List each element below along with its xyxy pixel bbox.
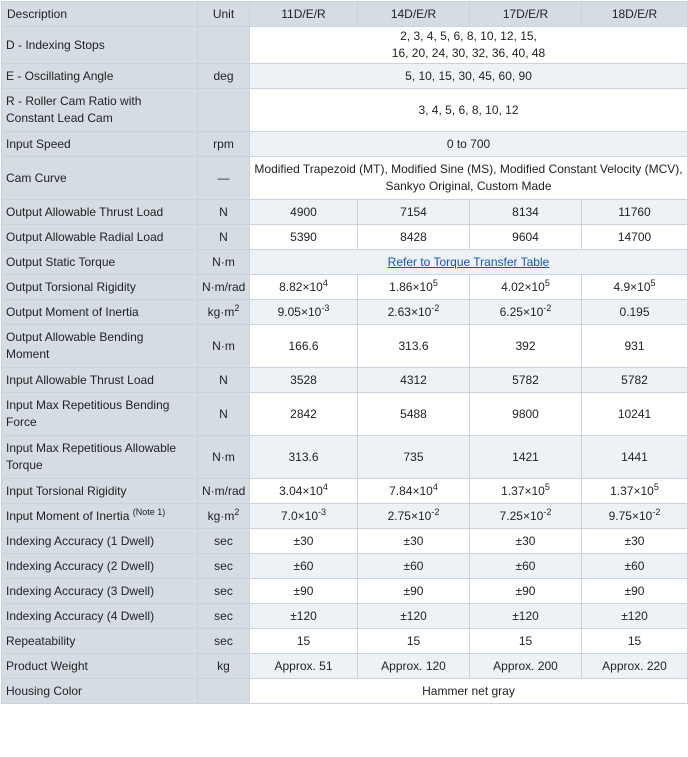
row-label: Output Moment of Inertia (2, 300, 198, 325)
value-cell: 931 (582, 325, 688, 368)
value-cell: 15 (470, 629, 582, 654)
value-cell: 166.6 (250, 325, 358, 368)
header-description: Description (2, 2, 198, 27)
row-value (250, 250, 688, 275)
table-row-output-thrust (2, 200, 688, 225)
label-line-2: Torque (6, 458, 43, 472)
value-cell: ±90 (582, 579, 688, 604)
table-row-input-thrust (2, 368, 688, 393)
value-cell: 15 (582, 629, 688, 654)
value-cell: 9800 (470, 393, 582, 436)
value-cell: 1421 (470, 436, 582, 479)
row-label: Output Static Torque (2, 250, 198, 275)
table-row-housing-color (2, 679, 688, 704)
row-value: 0 to 700 (250, 132, 688, 157)
value-cell: 14700 (582, 225, 688, 250)
row-label: Input Moment of Inertia $^{(Note 1)}$ (2, 504, 198, 529)
table-row-input-rep-bending (2, 393, 688, 436)
row-unit: N (198, 225, 250, 250)
row-unit: sec (198, 604, 250, 629)
row-label (2, 89, 198, 132)
row-unit: N (198, 368, 250, 393)
value-cell: 5488 (358, 393, 470, 436)
value-cell: 5782 (582, 368, 688, 393)
row-value (250, 27, 688, 64)
value-cell: 2842 (250, 393, 358, 436)
row-unit: N·m (198, 250, 250, 275)
row-unit (198, 89, 250, 132)
value-cell: $4.02\times 10^5$ (470, 275, 582, 300)
value-cell: 11760 (582, 200, 688, 225)
row-label: Indexing Accuracy (4 Dwell) (2, 604, 198, 629)
value-line-2: Sankyo Original, Custom Made (385, 179, 552, 193)
row-value: Hammer net gray (250, 679, 688, 704)
value-cell: 5390 (250, 225, 358, 250)
row-unit: N·m (198, 436, 250, 479)
row-value: 3, 4, 5, 6, 8, 10, 12 (250, 89, 688, 132)
value-cell: 4312 (358, 368, 470, 393)
value-cell: ±60 (250, 554, 358, 579)
value-cell: $1.37\times 10^5$ (470, 479, 582, 504)
label-line-1: Input Max Repetitious Allowable (6, 441, 177, 455)
table-row-oscillating-angle (2, 64, 688, 89)
value-cell: $9.05\times 10^{-3}$ (250, 300, 358, 325)
row-label: Indexing Accuracy (2 Dwell) (2, 554, 198, 579)
value-cell: 9604 (470, 225, 582, 250)
row-label (2, 436, 198, 479)
value-cell: Approx. 120 (358, 654, 470, 679)
table-row-weight (2, 654, 688, 679)
label-line-2: Constant Lead Cam (6, 111, 113, 125)
row-unit: N (198, 393, 250, 436)
value-cell: $3.04\times 10^4$ (250, 479, 358, 504)
row-unit: N·m (198, 325, 250, 368)
row-unit: rpm (198, 132, 250, 157)
label-line-1: Output Allowable Bending (6, 330, 144, 344)
label-line-1: Input Max Repetitious Bending (6, 398, 170, 412)
row-label: Indexing Accuracy (1 Dwell) (2, 529, 198, 554)
row-label: Product Weight (2, 654, 198, 679)
header-model-14: 14D/E/R (358, 2, 470, 27)
row-unit: $kg\cdot m^2$ (198, 504, 250, 529)
row-label: E - Oscillating Angle (2, 64, 198, 89)
row-value: 5, 10, 15, 30, 45, 60, 90 (250, 64, 688, 89)
table-row-output-radial (2, 225, 688, 250)
value-cell: 313.6 (358, 325, 470, 368)
value-cell: ±30 (358, 529, 470, 554)
row-label: Input Speed (2, 132, 198, 157)
value-cell: ±30 (250, 529, 358, 554)
row-unit (198, 679, 250, 704)
row-label: Output Allowable Thrust Load (2, 200, 198, 225)
header-model-11: 11D/E/R (250, 2, 358, 27)
value-cell: ±90 (470, 579, 582, 604)
value-cell: 8428 (358, 225, 470, 250)
table-row-indexing-stops (2, 27, 688, 64)
value-cell: 313.6 (250, 436, 358, 479)
table-row-accuracy-4 (2, 604, 688, 629)
value-cell: $1.37\times 10^5$ (582, 479, 688, 504)
table-row-output-inertia (2, 300, 688, 325)
row-label: Output Allowable Radial Load (2, 225, 198, 250)
value-cell: $7.25\times 10^{-2}$ (470, 504, 582, 529)
note-1: (Note 1) (132, 506, 166, 517)
torque-transfer-table-link[interactable]: Refer to Torque Transfer Table (387, 254, 550, 269)
row-unit: sec (198, 579, 250, 604)
value-cell: Approx. 200 (470, 654, 582, 679)
table-row-output-static-torque (2, 250, 688, 275)
value-cell: $7.84\times 10^4$ (358, 479, 470, 504)
value-cell: 0.195 (582, 300, 688, 325)
row-label: Input Allowable Thrust Load (2, 368, 198, 393)
value-cell: $2.75\times 10^{-2}$ (358, 504, 470, 529)
table-row-repeatability (2, 629, 688, 654)
table-row-accuracy-3 (2, 579, 688, 604)
value-cell: ±30 (582, 529, 688, 554)
row-unit: sec (198, 629, 250, 654)
row-unit: sec (198, 554, 250, 579)
table-row-input-torsional (2, 479, 688, 504)
table-row-roller-cam-ratio (2, 89, 688, 132)
value-line-1: 2, 3, 4, 5, 6, 8, 10, 12, 15, (400, 29, 537, 43)
value-cell: ±120 (582, 604, 688, 629)
value-cell: 3528 (250, 368, 358, 393)
value-line-2: 16, 20, 24, 30, 32, 36, 40, 48 (391, 46, 546, 60)
row-label (2, 325, 198, 368)
row-label: Cam Curve (2, 157, 198, 200)
row-label: Housing Color (2, 679, 198, 704)
table-row-accuracy-2 (2, 554, 688, 579)
table-row-output-bending (2, 325, 688, 368)
value-cell: ±90 (250, 579, 358, 604)
row-unit: deg (198, 64, 250, 89)
row-label: Output Torsional Rigidity (2, 275, 198, 300)
row-unit (198, 27, 250, 64)
value-cell: ±60 (470, 554, 582, 579)
value-cell: $7.0\times 10^{-3}$ (250, 504, 358, 529)
value-cell: ±30 (470, 529, 582, 554)
value-cell: 10241 (582, 393, 688, 436)
value-cell: 4900 (250, 200, 358, 225)
value-cell: ±60 (358, 554, 470, 579)
value-cell: $8.82\times 10^4$ (250, 275, 358, 300)
row-unit: sec (198, 529, 250, 554)
row-unit: — (198, 157, 250, 200)
value-cell: ±120 (358, 604, 470, 629)
header-row (2, 2, 688, 27)
table-row-cam-curve (2, 157, 688, 200)
value-cell: ±120 (250, 604, 358, 629)
spec-table (1, 1, 688, 704)
value-cell: $2.63\times 10^{-2}$ (358, 300, 470, 325)
row-value (250, 157, 688, 200)
row-unit: N (198, 200, 250, 225)
row-label: Indexing Accuracy (3 Dwell) (2, 579, 198, 604)
row-label (2, 393, 198, 436)
header-model-18: 18D/E/R (582, 2, 688, 27)
table-row-accuracy-1 (2, 529, 688, 554)
table-row-output-torsional (2, 275, 688, 300)
value-cell: ±60 (582, 554, 688, 579)
label-line-2: Moment (6, 347, 50, 361)
row-unit: $kg\cdot m^2$ (198, 300, 250, 325)
value-line-1: Modified Trapezoid (MT), Modified Sine (MS), Modified Constant Velocity (MCV), (254, 162, 683, 176)
value-cell: 5782 (470, 368, 582, 393)
value-cell: 7154 (358, 200, 470, 225)
label-line-2: Force (6, 415, 37, 429)
value-cell: Approx. 220 (582, 654, 688, 679)
value-cell: $9.75\times 10^{-2}$ (582, 504, 688, 529)
value-cell: Approx. 51 (250, 654, 358, 679)
row-label: Repeatability (2, 629, 198, 654)
table-row-input-inertia (2, 504, 688, 529)
row-label: D - Indexing Stops (2, 27, 198, 64)
value-cell: 15 (250, 629, 358, 654)
row-label: Input Torsional Rigidity (2, 479, 198, 504)
value-cell: 735 (358, 436, 470, 479)
value-cell: 1441 (582, 436, 688, 479)
value-cell: 392 (470, 325, 582, 368)
header-model-17: 17D/E/R (470, 2, 582, 27)
row-unit: kg (198, 654, 250, 679)
value-cell: $1.86\times 10^5$ (358, 275, 470, 300)
value-cell: $6.25\times 10^{-2}$ (470, 300, 582, 325)
table-row-input-rep-torque (2, 436, 688, 479)
header-unit: Unit (198, 2, 250, 27)
table-row-input-speed (2, 132, 688, 157)
row-unit: N·m/rad (198, 275, 250, 300)
value-cell: $4.9\times 10^5$ (582, 275, 688, 300)
value-cell: ±90 (358, 579, 470, 604)
row-unit: N·m/rad (198, 479, 250, 504)
value-cell: 15 (358, 629, 470, 654)
value-cell: 8134 (470, 200, 582, 225)
label-line-1: R - Roller Cam Ratio with (6, 94, 142, 108)
value-cell: ±120 (470, 604, 582, 629)
